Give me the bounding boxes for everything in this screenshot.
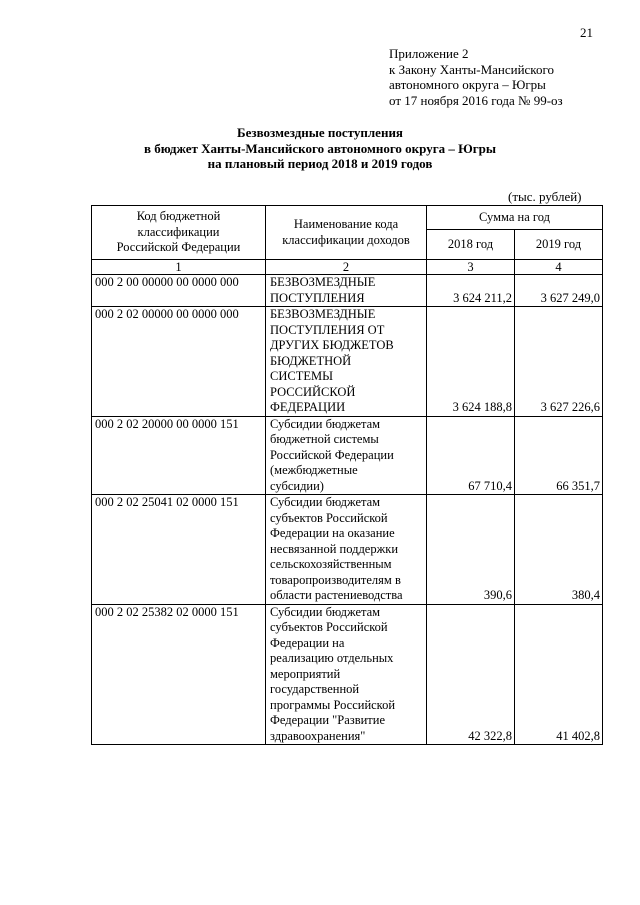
table-row <box>92 495 603 605</box>
header-sum: Сумма на год <box>427 206 603 230</box>
revenue-name-line: области растениеводства <box>270 588 403 602</box>
revenue-name-cell <box>266 275 427 307</box>
appendix-note <box>389 46 563 108</box>
revenue-name-line: СИСТЕМЫ <box>270 369 333 383</box>
appendix-line: автономного округа – Югры <box>389 77 546 92</box>
column-index: 2 <box>266 260 427 275</box>
header-name-line: Наименование кода <box>293 217 399 231</box>
revenue-name-line: Российской Федерации <box>270 447 394 462</box>
appendix-line: Приложение 2 <box>389 46 469 61</box>
header-year-2018: 2018 год <box>427 230 515 260</box>
appendix-line: от 17 ноября 2016 года № 99-оз <box>389 92 563 108</box>
revenue-name-cell <box>266 495 427 605</box>
amount-2019-cell: 41 402,8 <box>515 604 603 745</box>
revenue-name-line: РОССИЙСКОЙ <box>270 384 356 399</box>
revenue-name-line: субъектов Российской <box>270 620 388 634</box>
amount-2018-cell: 67 710,4 <box>427 416 515 495</box>
revenue-name-line: программы Российской <box>270 697 396 712</box>
revenue-name-line: субъектов Российской <box>270 510 388 525</box>
table-row <box>92 604 603 745</box>
revenue-name-line: БЮДЖЕТНОЙ <box>270 353 352 368</box>
revenue-name-cell <box>266 604 427 745</box>
column-index: 3 <box>427 260 515 275</box>
table-row <box>92 275 603 307</box>
column-index-row <box>92 260 603 275</box>
header-code-line: Российской Федерации <box>116 240 241 255</box>
revenue-table <box>91 205 603 745</box>
column-index: 4 <box>515 260 603 275</box>
revenue-name-line: сельскохозяйственным <box>270 557 392 571</box>
revenue-name-line: Субсидии бюджетам <box>270 416 381 431</box>
amount-2018-cell: 390,6 <box>427 495 515 605</box>
title-line: на плановый период 2018 и 2019 годов <box>207 156 433 171</box>
amount-2019-cell: 3 627 249,0 <box>515 275 603 307</box>
revenue-name-line: ПОСТУПЛЕНИЯ <box>270 290 365 305</box>
revenue-name-line: Федерации "Развитие <box>270 713 385 727</box>
revenue-name-cell <box>266 416 427 495</box>
revenue-name-line: здравоохранения" <box>270 728 366 743</box>
amount-2019-cell: 66 351,7 <box>515 416 603 495</box>
header-code-line: Код бюджетной <box>136 209 221 224</box>
column-index: 1 <box>92 260 266 275</box>
revenue-name-line: мероприятий <box>270 666 341 681</box>
units-label: (тыс. рублей) <box>508 189 582 204</box>
revenue-name-line: бюджетной системы <box>270 432 379 446</box>
budget-code-cell: 000 2 02 00000 00 0000 000 <box>92 307 266 417</box>
revenue-name-cell <box>266 307 427 417</box>
amount-2018-cell: 42 322,8 <box>427 604 515 745</box>
appendix-line: к Закону Ханты-Мансийского <box>389 61 554 77</box>
header-name-line: классификации доходов <box>282 232 410 247</box>
revenue-name-line: Субсидии бюджетам <box>270 495 381 509</box>
header-code-line: классификации <box>137 224 220 239</box>
budget-code-cell: 000 2 00 00000 00 0000 000 <box>92 275 266 307</box>
revenue-name-line: ПОСТУПЛЕНИЯ ОТ <box>270 322 385 337</box>
revenue-name-line: товаропроизводителям в <box>270 572 401 587</box>
revenue-name-line: Субсидии бюджетам <box>270 604 381 619</box>
revenue-name-line: государственной <box>270 682 360 696</box>
revenue-name-line: БЕЗВОЗМЕЗДНЫЕ <box>270 275 376 289</box>
revenue-name-line: (межбюджетные <box>270 463 358 477</box>
table-row <box>92 307 603 417</box>
revenue-name-line: ФЕДЕРАЦИИ <box>270 400 346 414</box>
revenue-name-line: ДРУГИХ БЮДЖЕТОВ <box>270 338 394 352</box>
page-number: 21 <box>580 25 593 40</box>
amount-2018-cell: 3 624 188,8 <box>427 307 515 417</box>
amount-2019-cell: 3 627 226,6 <box>515 307 603 417</box>
budget-code-cell: 000 2 02 20000 00 0000 151 <box>92 416 266 495</box>
budget-code-cell: 000 2 02 25382 02 0000 151 <box>92 604 266 745</box>
header-name <box>266 206 427 260</box>
amount-2018-cell: 3 624 211,2 <box>427 275 515 307</box>
document-title <box>0 125 640 172</box>
header-code <box>92 206 266 260</box>
revenue-name-line: Федерации на <box>270 635 345 650</box>
title-line: Безвозмездные поступления <box>237 125 403 140</box>
revenue-name-line: Федерации на оказание <box>270 526 395 540</box>
header-year-2019: 2019 год <box>515 230 603 260</box>
amount-2019-cell: 380,4 <box>515 495 603 605</box>
revenue-name-line: несвязанной поддержки <box>270 541 399 556</box>
revenue-name-line: субсидии) <box>270 478 324 493</box>
budget-code-cell: 000 2 02 25041 02 0000 151 <box>92 495 266 605</box>
table-row <box>92 416 603 495</box>
title-line: в бюджет Ханты-Мансийского автономного округа – Югры <box>143 140 497 156</box>
revenue-name-line: реализацию отдельных <box>270 651 394 665</box>
revenue-name-line: БЕЗВОЗМЕЗДНЫЕ <box>270 307 376 321</box>
